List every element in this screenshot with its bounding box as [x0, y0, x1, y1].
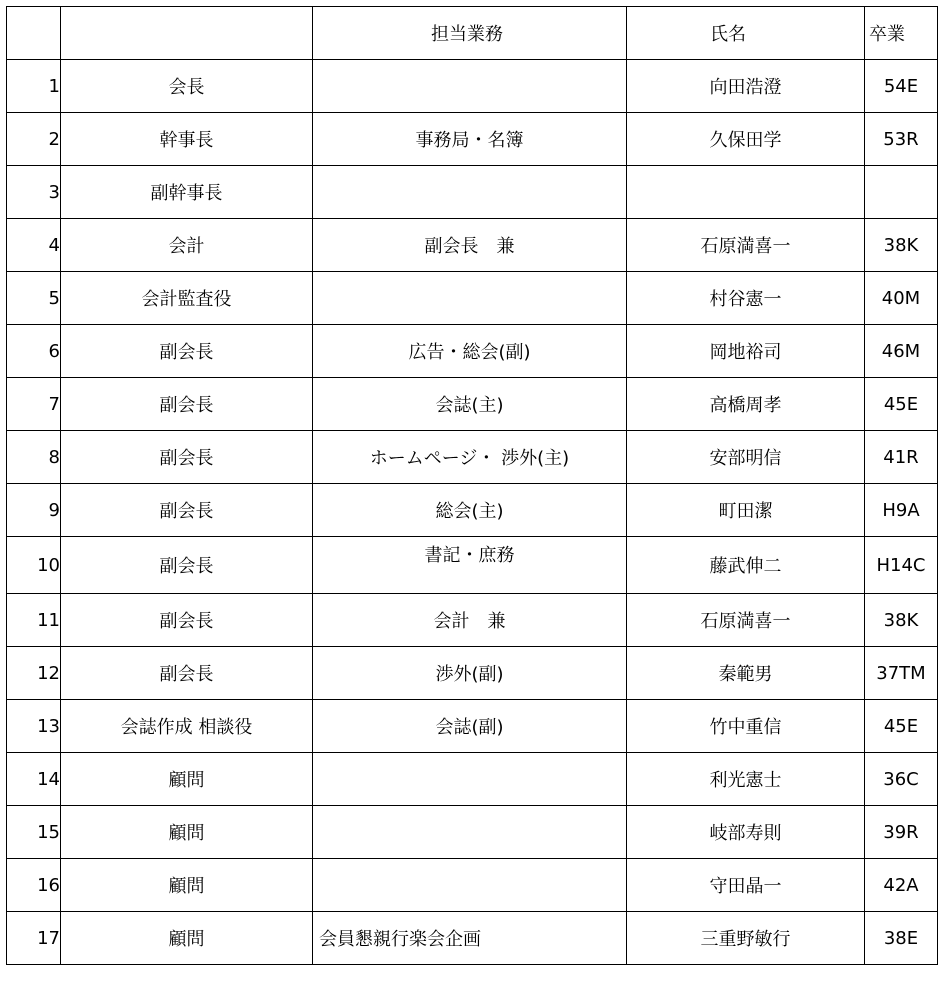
- name-cell: 石原満喜一: [627, 594, 865, 647]
- name-cell: 秦範男: [627, 647, 865, 700]
- duty-cell: [313, 859, 627, 912]
- graduation-cell: [865, 166, 938, 219]
- header-duty: 担当業務: [313, 7, 627, 60]
- table-row: [7, 912, 938, 965]
- role-cell: 副幹事長: [61, 166, 313, 219]
- table-row: [7, 431, 938, 484]
- row-number: 8: [7, 431, 61, 484]
- graduation-cell: 54E: [865, 60, 938, 113]
- role-cell: 副会長: [61, 647, 313, 700]
- name-cell: 竹中重信: [627, 700, 865, 753]
- duty-cell: [313, 60, 627, 113]
- name-cell: 藤武伸二: [627, 537, 865, 594]
- graduation-cell: 40M: [865, 272, 938, 325]
- row-number: 14: [7, 753, 61, 806]
- name-cell: 町田潔: [627, 484, 865, 537]
- row-number: 5: [7, 272, 61, 325]
- graduation-cell: 45E: [865, 700, 938, 753]
- name-cell: 利光憲士: [627, 753, 865, 806]
- role-cell: 幹事長: [61, 113, 313, 166]
- name-cell: 岐部寿則: [627, 806, 865, 859]
- duty-cell: [313, 272, 627, 325]
- name-cell: 守田晶一: [627, 859, 865, 912]
- table-row: [7, 806, 938, 859]
- role-cell: 会計: [61, 219, 313, 272]
- name-cell: 村谷憲一: [627, 272, 865, 325]
- row-number: 17: [7, 912, 61, 965]
- role-cell: 顧問: [61, 859, 313, 912]
- role-cell: 副会長: [61, 378, 313, 431]
- name-cell: 岡地裕司: [627, 325, 865, 378]
- row-number: 7: [7, 378, 61, 431]
- name-cell: 安部明信: [627, 431, 865, 484]
- graduation-cell: 53R: [865, 113, 938, 166]
- row-number: 15: [7, 806, 61, 859]
- duty-cell: 会誌(副): [313, 700, 627, 753]
- role-cell: 副会長: [61, 484, 313, 537]
- table-row: [7, 753, 938, 806]
- graduation-cell: 38K: [865, 219, 938, 272]
- duty-cell: 渉外(副): [313, 647, 627, 700]
- role-cell: 会誌作成 相談役: [61, 700, 313, 753]
- duty-cell: 広告・総会(副): [313, 325, 627, 378]
- row-number: 6: [7, 325, 61, 378]
- graduation-cell: 45E: [865, 378, 938, 431]
- duty-cell: 会計 兼: [313, 594, 627, 647]
- duty-cell: 副会長 兼: [313, 219, 627, 272]
- graduation-cell: 37TM: [865, 647, 938, 700]
- row-number: 13: [7, 700, 61, 753]
- role-cell: 顧問: [61, 912, 313, 965]
- duty-cell: 事務局・名簿: [313, 113, 627, 166]
- graduation-cell: 39R: [865, 806, 938, 859]
- row-number: 2: [7, 113, 61, 166]
- table-row: [7, 378, 938, 431]
- name-cell: [627, 166, 865, 219]
- row-number: 3: [7, 166, 61, 219]
- name-cell: 向田浩澄: [627, 60, 865, 113]
- table-row: [7, 60, 938, 113]
- graduation-cell: 38K: [865, 594, 938, 647]
- role-cell: 顧問: [61, 753, 313, 806]
- row-number: 4: [7, 219, 61, 272]
- row-number: 1: [7, 60, 61, 113]
- header-graduation: 卒業: [865, 7, 938, 60]
- header-name: 氏名: [627, 7, 865, 60]
- duty-cell: 会員懇親行楽会企画: [313, 912, 627, 965]
- row-number: 16: [7, 859, 61, 912]
- duty-cell: [313, 166, 627, 219]
- graduation-cell: 36C: [865, 753, 938, 806]
- graduation-cell: H9A: [865, 484, 938, 537]
- name-cell: 石原満喜一: [627, 219, 865, 272]
- table-row: [7, 700, 938, 753]
- name-cell: 三重野敏行: [627, 912, 865, 965]
- graduation-cell: 46M: [865, 325, 938, 378]
- table-row: [7, 272, 938, 325]
- header-no: [7, 7, 61, 60]
- table-row: [7, 647, 938, 700]
- role-cell: 副会長: [61, 431, 313, 484]
- role-cell: 副会長: [61, 325, 313, 378]
- header-row: [7, 7, 938, 60]
- table-row: [7, 484, 938, 537]
- duty-cell: ホームページ・ 渉外(主): [313, 431, 627, 484]
- officer-roster-table: [6, 6, 938, 965]
- row-number: 10: [7, 537, 61, 594]
- graduation-cell: H14C: [865, 537, 938, 594]
- row-number: 12: [7, 647, 61, 700]
- table-row: [7, 219, 938, 272]
- table-row: [7, 113, 938, 166]
- graduation-cell: 42A: [865, 859, 938, 912]
- graduation-cell: 41R: [865, 431, 938, 484]
- row-number: 9: [7, 484, 61, 537]
- role-cell: 副会長: [61, 537, 313, 594]
- role-cell: 会長: [61, 60, 313, 113]
- table-row: [7, 859, 938, 912]
- table-row: [7, 325, 938, 378]
- role-cell: 顧問: [61, 806, 313, 859]
- table-row: [7, 537, 938, 594]
- duty-cell: 会誌(主): [313, 378, 627, 431]
- table-row: [7, 594, 938, 647]
- role-cell: 会計監査役: [61, 272, 313, 325]
- duty-cell: 総会(主): [313, 484, 627, 537]
- table-row: [7, 166, 938, 219]
- role-cell: 副会長: [61, 594, 313, 647]
- duty-cell: 書記・庶務: [313, 537, 627, 594]
- row-number: 11: [7, 594, 61, 647]
- duty-cell: [313, 806, 627, 859]
- graduation-cell: 38E: [865, 912, 938, 965]
- name-cell: 高橋周孝: [627, 378, 865, 431]
- name-cell: 久保田学: [627, 113, 865, 166]
- header-role: [61, 7, 313, 60]
- duty-cell: [313, 753, 627, 806]
